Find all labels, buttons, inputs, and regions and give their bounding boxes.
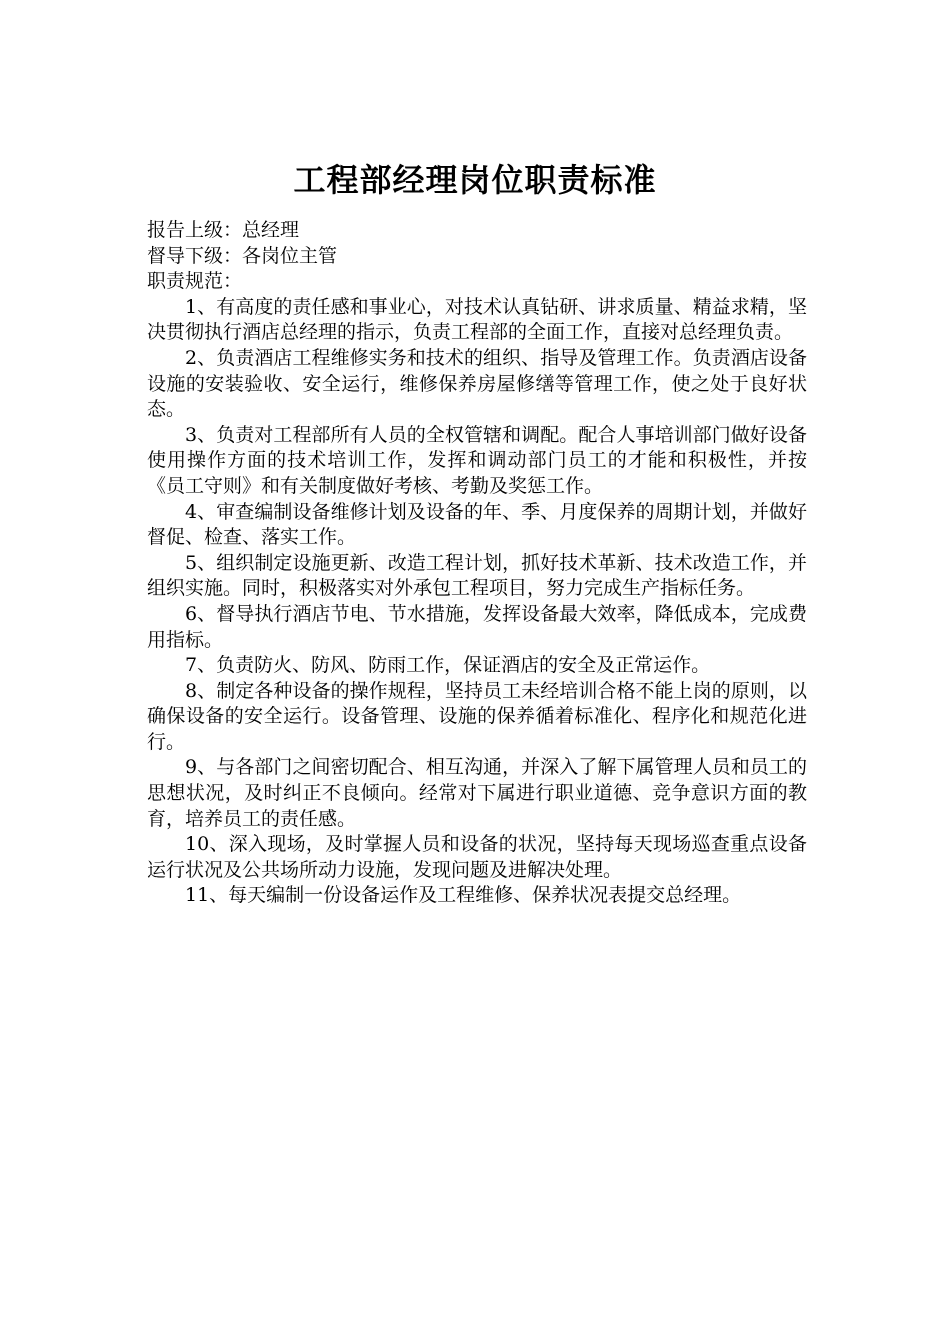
duty-item-9: 9、与各部门之间密切配合、相互沟通，并深入了解下属管理人员和员工的思想状况，及时纠正不良倾向。经常对下属进行职业道德、竞争意识方面的教育，培养员工的责任感。 [147, 756, 807, 830]
duty-item-7: 7、负责防火、防风、防雨工作，保证酒店的安全及正常运作。 [185, 654, 711, 677]
duty-item-5: 5、组织制定设施更新、改造工程计划，抓好技术革新、技术改造工作，并组织实施。同时，积极落实对外承包工程项目，努力完成生产指标任务。 [147, 551, 807, 600]
duty-item-3: 3、负责对工程部所有人员的全权管辖和调配。配合人事培训部门做好设备使用操作方面的技术培训工作，发挥和调动部门员工的才能和积极性，并按《员工守则》和有关制度做好考核、考勤及奖惩工作。 [147, 423, 807, 497]
duty-item-6: 6、督导执行酒店节电、节水措施，发挥设备最大效率，降低成本，完成费用指标。 [147, 602, 807, 651]
supervise-line: 督导下级：各岗位主管 [147, 244, 338, 267]
duty-item-11: 11、每天编制一份设备运作及工程维修、保养状况表提交总经理。 [185, 884, 742, 907]
duties-heading: 职责规范： [147, 270, 243, 293]
duty-item-1: 1、有高度的责任感和事业心，对技术认真钻研、讲求质量、精益求精，坚决贯彻执行酒店总经理的指示，负责工程部的全面工作，直接对总经理负责。 [147, 295, 807, 344]
duty-item-2: 2、负责酒店工程维修实务和技术的组织、指导及管理工作。负责酒店设备设施的安装验收、安全运行，维修保养房屋修缮等管理工作，使之处于良好状态。 [147, 346, 807, 421]
duty-item-8: 8、制定各种设备的操作规程，坚持员工未经培训合格不能上岗的原则，以确保设备的安全运行。设备管理、设施的保养循着标准化、程序化和规范化进行。 [147, 679, 807, 753]
document-body [147, 218, 807, 909]
document-title: 工程部经理岗位职责标准 [293, 161, 657, 199]
duty-item-10: 10、深入现场，及时掌握人员和设备的状况，坚持每天现场巡查重点设备运行状况及公共场所动力设施，发现问题及进解决处理。 [147, 833, 807, 881]
duty-item-4: 4、审查编制设备维修计划及设备的年、季、月度保养的周期计划，并做好督促、检查、落实工作。 [147, 500, 807, 549]
report-to-line: 报告上级：总经理 [147, 219, 300, 241]
